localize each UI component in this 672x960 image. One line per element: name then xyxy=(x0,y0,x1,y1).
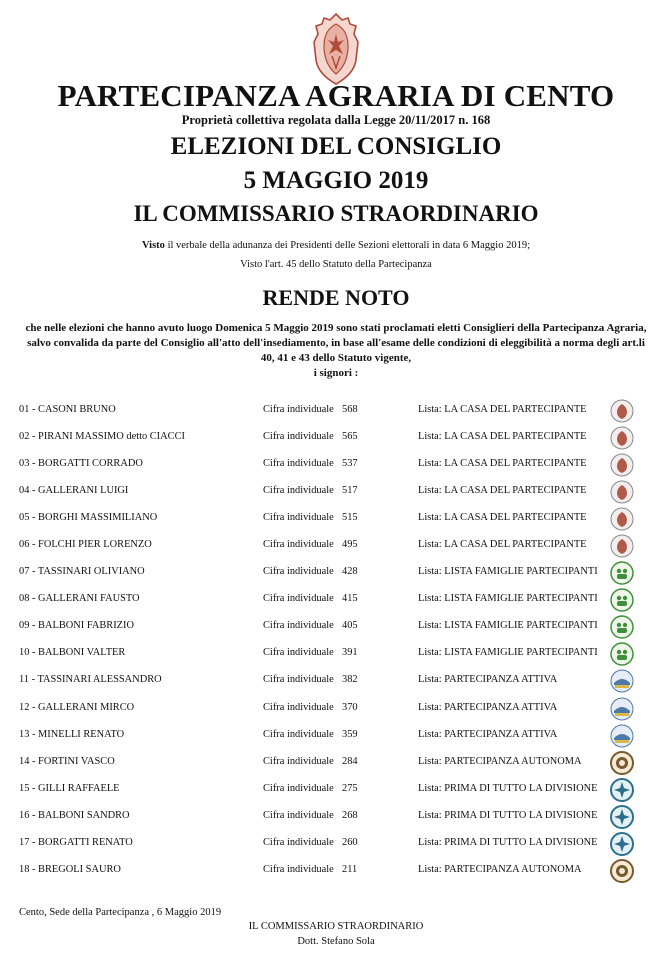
cifra-value: 260 xyxy=(342,836,358,848)
table-row xyxy=(0,668,672,695)
cifra-label: Cifra individuale xyxy=(263,431,334,443)
prima-list-logo-icon xyxy=(610,805,634,829)
cifra-label: Cifra individuale xyxy=(263,593,334,605)
list-name: Lista: PARTECIPANZA ATTIVA xyxy=(418,674,558,686)
attiva-list-logo-icon xyxy=(610,697,634,721)
table-row xyxy=(0,831,672,858)
candidate-name: 17 - BORGATTI RENATO xyxy=(19,836,133,848)
cifra-value: 391 xyxy=(342,647,358,659)
cifra-value: 565 xyxy=(342,431,358,443)
table-row xyxy=(0,777,672,804)
crest-emblem-icon xyxy=(308,12,364,86)
heading-elections: ELEZIONI DEL CONSIGLIO xyxy=(170,133,502,160)
list-name: Lista: LA CASA DEL PARTECIPANTE xyxy=(418,539,587,551)
cifra-value: 495 xyxy=(342,539,358,551)
cifra-value: 382 xyxy=(342,674,358,686)
visto-line-1-text: il verbale della adunanza dei Presidenti delle Sezioni elettorali in data 6 Maggio 2019; xyxy=(164,240,530,251)
table-row xyxy=(0,452,672,479)
cifra-value: 268 xyxy=(342,809,358,821)
candidate-name: 18 - BREGOLI SAURO xyxy=(19,863,121,875)
table-row xyxy=(0,506,672,533)
famiglie-list-logo-icon xyxy=(610,588,634,612)
cifra-label: Cifra individuale xyxy=(263,674,334,686)
table-row xyxy=(0,425,672,452)
casa-list-logo-icon xyxy=(610,426,634,450)
table-row xyxy=(0,696,672,723)
autonoma-list-logo-icon xyxy=(610,859,634,883)
list-name: Lista: LA CASA DEL PARTECIPANTE xyxy=(418,512,587,524)
footer-place-date: Cento, Sede della Partecipanza , 6 Maggio 2019 xyxy=(19,907,222,918)
cifra-label: Cifra individuale xyxy=(263,458,334,470)
cifra-label: Cifra individuale xyxy=(263,404,334,415)
cifra-label: Cifra individuale xyxy=(263,539,334,551)
table-row xyxy=(0,750,672,777)
candidate-name: 14 - FORTINI VASCO xyxy=(19,755,115,767)
candidate-name: 02 - PIRANI MASSIMO detto CIACCI xyxy=(19,431,185,443)
list-name: Lista: PARTECIPANZA ATTIVA xyxy=(418,728,558,740)
list-name: Lista: PRIMA DI TUTTO LA DIVISIONE xyxy=(418,782,598,794)
cifra-value: 515 xyxy=(342,512,358,524)
candidate-name: 11 - TASSINARI ALESSANDRO xyxy=(19,674,162,686)
candidate-name: 03 - BORGATTI CORRADO xyxy=(19,458,143,470)
list-name: Lista: LISTA FAMIGLIE PARTECIPANTI xyxy=(418,620,598,632)
cifra-value: 568 xyxy=(342,404,358,415)
elected-list xyxy=(0,398,672,885)
cifra-label: Cifra individuale xyxy=(263,755,334,767)
casa-list-logo-icon xyxy=(610,534,634,558)
table-row xyxy=(0,614,672,641)
cifra-value: 359 xyxy=(342,728,358,740)
list-name: Lista: PRIMA DI TUTTO LA DIVISIONE xyxy=(418,809,598,821)
cifra-label: Cifra individuale xyxy=(263,512,334,524)
cifra-value: 517 xyxy=(342,485,358,497)
candidate-name: 09 - BALBONI FABRIZIO xyxy=(19,620,134,632)
prima-list-logo-icon xyxy=(610,832,634,856)
candidate-name: 06 - FOLCHI PIER LORENZO xyxy=(19,539,152,551)
visto-bold-word: Visto xyxy=(141,240,165,251)
table-row xyxy=(0,858,672,885)
table-row xyxy=(0,587,672,614)
cifra-label: Cifra individuale xyxy=(263,701,334,713)
cifra-label: Cifra individuale xyxy=(263,728,334,740)
cifra-label: Cifra individuale xyxy=(263,836,334,848)
famiglie-list-logo-icon xyxy=(610,615,634,639)
table-row xyxy=(0,804,672,831)
candidate-name: 08 - GALLERANI FAUSTO xyxy=(19,593,140,605)
list-name: Lista: LISTA FAMIGLIE PARTECIPANTI xyxy=(418,593,598,605)
famiglie-list-logo-icon xyxy=(610,561,634,585)
table-row xyxy=(0,479,672,506)
candidate-name: 07 - TASSINARI OLIVIANO xyxy=(19,566,145,578)
list-name: Lista: LA CASA DEL PARTECIPANTE xyxy=(418,431,587,443)
table-row xyxy=(0,560,672,587)
announcement-paragraph xyxy=(20,321,652,381)
autonoma-list-logo-icon xyxy=(610,751,634,775)
page-title: PARTECIPANZA AGRARIA DI CENTO xyxy=(57,78,615,113)
list-name: Lista: LA CASA DEL PARTECIPANTE xyxy=(418,404,587,415)
footer-signatory: Dott. Stefano Sola xyxy=(297,936,375,947)
table-row xyxy=(0,641,672,668)
list-name: Lista: LISTA FAMIGLIE PARTECIPANTI xyxy=(418,647,598,659)
candidate-name: 15 - GILLI RAFFAELE xyxy=(19,782,120,794)
list-name: Lista: PARTECIPANZA AUTONOMA xyxy=(418,863,582,875)
cifra-label: Cifra individuale xyxy=(263,485,334,497)
table-row xyxy=(0,723,672,750)
list-name: Lista: LISTA FAMIGLIE PARTECIPANTI xyxy=(418,566,598,578)
candidate-name: 16 - BALBONI SANDRO xyxy=(19,809,130,821)
list-name: Lista: PARTECIPANZA ATTIVA xyxy=(418,701,558,713)
cifra-label: Cifra individuale xyxy=(263,809,334,821)
cifra-label: Cifra individuale xyxy=(263,863,334,875)
cifra-label: Cifra individuale xyxy=(263,782,334,794)
candidate-name: 01 - CASONI BRUNO xyxy=(19,404,116,415)
cifra-value: 415 xyxy=(342,593,358,605)
visto-line-1 xyxy=(0,240,672,251)
casa-list-logo-icon xyxy=(610,480,634,504)
cifra-label: Cifra individuale xyxy=(263,566,334,578)
cifra-value: 284 xyxy=(342,755,358,767)
list-name: Lista: LA CASA DEL PARTECIPANTE xyxy=(418,458,587,470)
attiva-list-logo-icon xyxy=(610,669,634,693)
famiglie-list-logo-icon xyxy=(610,642,634,666)
candidate-name: 12 - GALLERANI MIRCO xyxy=(19,701,135,713)
page-subtitle: Proprietà collettiva regolata dalla Legge 20/11/2017 n. 168 xyxy=(181,113,491,127)
attiva-list-logo-icon xyxy=(610,724,634,748)
list-name: Lista: LA CASA DEL PARTECIPANTE xyxy=(418,485,587,497)
list-name: Lista: PARTECIPANZA AUTONOMA xyxy=(418,755,582,767)
cifra-value: 537 xyxy=(342,458,358,470)
heading-commissioner: IL COMMISSARIO STRAORDINARIO xyxy=(133,201,539,226)
cifra-value: 370 xyxy=(342,701,358,713)
casa-list-logo-icon xyxy=(610,507,634,531)
candidate-name: 04 - GALLERANI LUIGI xyxy=(19,485,129,497)
cifra-value: 405 xyxy=(342,620,358,632)
rende-noto-heading: RENDE NOTO xyxy=(262,285,410,310)
visto-line-2: Visto l'art. 45 dello Statuto della Partecipanza xyxy=(240,259,432,270)
casa-list-logo-icon xyxy=(610,399,634,423)
cifra-value: 275 xyxy=(342,782,358,794)
heading-date: 5 MAGGIO 2019 xyxy=(243,167,429,194)
prima-list-logo-icon xyxy=(610,778,634,802)
candidate-name: 10 - BALBONI VALTER xyxy=(19,647,126,659)
list-name: Lista: PRIMA DI TUTTO LA DIVISIONE xyxy=(418,836,598,848)
cifra-value: 211 xyxy=(342,863,358,875)
footer-role: IL COMMISSARIO STRAORDINARIO xyxy=(248,921,424,932)
signori-label: i signori : xyxy=(313,367,359,379)
table-row xyxy=(0,398,672,425)
table-row xyxy=(0,533,672,560)
casa-list-logo-icon xyxy=(610,453,634,477)
cifra-value: 428 xyxy=(342,566,358,578)
cifra-label: Cifra individuale xyxy=(263,620,334,632)
candidate-name: 13 - MINELLI RENATO xyxy=(19,728,125,740)
candidate-name: 05 - BORGHI MASSIMILIANO xyxy=(19,512,158,524)
cifra-label: Cifra individuale xyxy=(263,647,334,659)
announcement-text: che nelle elezioni che hanno avuto luogo Domenica 5 Maggio 2019 sono stati proclamati eletti Consiglieri della Partecipanza Agraria, salvo convalida da parte del Consiglio all'atto dell'insediamento, in base all'esame delle condizioni di eleggibilità a norma degli art.li 40, 41 e 43 dello Statuto vigente, xyxy=(25,322,647,364)
